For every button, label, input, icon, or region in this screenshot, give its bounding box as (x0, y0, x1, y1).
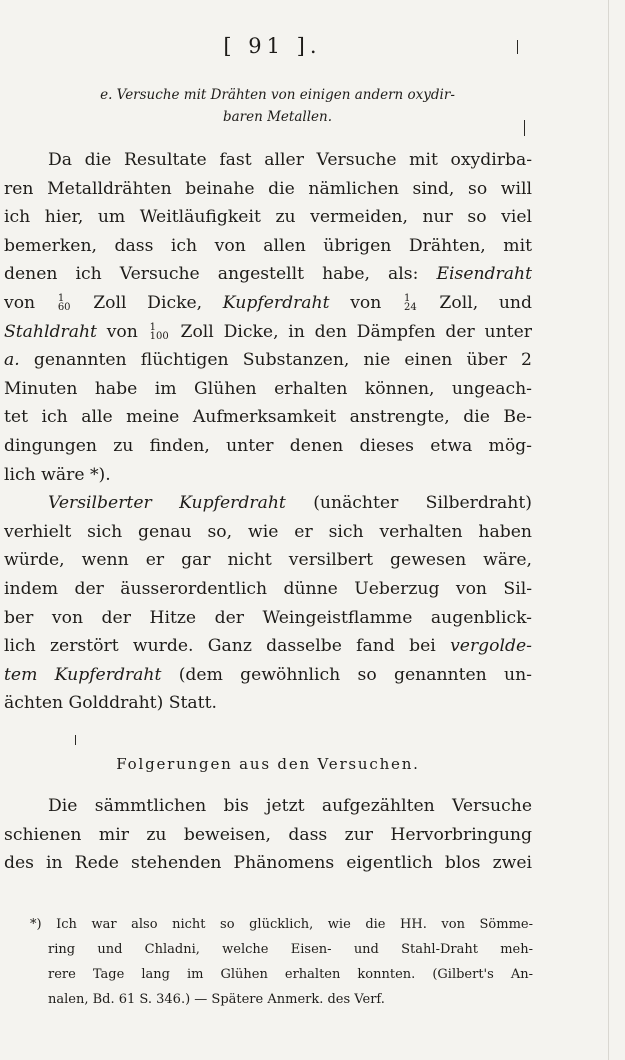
text-line: Die sämmtlichen bis jetzt aufgezählten Versuche (48, 796, 532, 816)
text-line: ich hier, um Weitläufigkeit zu vermeiden, nur so viel (4, 207, 532, 228)
text-line (4, 260, 532, 289)
text-line: bemerken, dass ich von allen übrigen Drähten, mit (4, 235, 532, 256)
text-line: ren Metalldrähten beinahe die nämlichen sind, so will (4, 178, 532, 199)
scan-mark (517, 40, 518, 54)
text-fragment: von (350, 292, 382, 313)
text-line: schienen mir zu beweisen, dass zur Hervorbringung (4, 824, 532, 845)
fraction-2 (404, 294, 417, 312)
text-fragment: denen ich Versuche angestellt habe, als: (4, 264, 419, 285)
footnote (30, 912, 533, 1012)
text-line (4, 489, 532, 518)
paragraph-3 (4, 792, 532, 878)
text-line: lich wäre *). (4, 464, 111, 485)
subheading: Folgerungen aus den Versuchen. (116, 755, 420, 773)
text-line (4, 346, 532, 375)
footnote-line: ring und Chladni, welche Eisen- und Stahl-Draht meh- (48, 942, 533, 957)
section-heading (30, 84, 525, 128)
section-heading-line2: baren Metallen. (222, 109, 332, 125)
text-line: indem der äusserordentlich dünne Ueberzug von Sil- (4, 578, 532, 599)
text-line: ber von der Hitze der Weingeistflamme augenblick- (4, 607, 532, 628)
text-fragment: genannten flüchtigen Substanzen, nie einen über 2 (33, 350, 532, 371)
emphasis-kupferdraht: Kupferdraht (222, 292, 330, 313)
text-fragment: von (4, 292, 36, 313)
text-line (4, 289, 532, 318)
fraction-1 (58, 294, 71, 312)
text-fragment: von (106, 321, 138, 342)
text-fragment: lich zerstört wurde. Ganz dasselbe fand bei (4, 636, 436, 657)
text-fragment: Zoll Dicke, in den Dämpfen der unter (180, 321, 532, 342)
text-line: ächten Golddraht) Statt. (4, 693, 217, 714)
emphasis-stahldraht: Stahldraht (4, 321, 97, 342)
fraction-numerator: 1 (404, 293, 411, 305)
fraction-numerator: 1 (57, 293, 65, 305)
footnote-line: *) Ich war also nicht so glücklich, wie die HH. von Sömme- (30, 917, 533, 932)
emphasis-a: a. (4, 350, 20, 371)
text-line: würde, wenn er gar nicht versilbert gewesen wäre, (4, 550, 532, 571)
text-fragment: Zoll Dicke, (93, 292, 203, 313)
fraction-denominator: 100 (149, 331, 169, 343)
text-line (4, 661, 532, 690)
text-line: tet ich alle meine Aufmerksamkeit anstrengte, die Be- (4, 407, 532, 428)
text-line: Da die Resultate fast aller Versuche mit oxydirba- (48, 150, 532, 170)
scan-mark (524, 120, 525, 136)
page-number: [ 91 ]. (223, 34, 322, 58)
text-line (4, 632, 532, 661)
emphasis-kupferdraht-2: tem Kupferdraht (4, 664, 162, 685)
text-line: verhielt sich genau so, wie er sich verhalten haben (4, 521, 532, 542)
text-line: des in Rede stehenden Phänomens eigentlich blos zwei (4, 853, 532, 874)
scan-edge (608, 0, 609, 1060)
fraction-3 (150, 323, 169, 341)
scan-mark (75, 735, 76, 745)
fraction-denominator: 60 (57, 302, 71, 314)
footnote-line: nalen, Bd. 61 S. 346.) — Spätere Anmerk. des Verf. (48, 992, 385, 1007)
emphasis-eisendraht: Eisendraht (436, 264, 532, 285)
section-heading-line1: e. Versuche mit Drähten von einigen andern oxydir- (100, 87, 455, 103)
emphasis-vergoldetem: vergolde- (450, 636, 532, 657)
footnote-line: rere Tage lang im Glühen erhalten konnten. (Gilbert's An- (48, 967, 533, 982)
text-line: Minuten habe im Glühen erhalten können, ungeach- (4, 378, 532, 399)
subheading-block (4, 750, 532, 779)
text-fragment: (dem gewöhnlich so genannten un- (178, 664, 532, 685)
emphasis-versilberter: Versilberter Kupferdraht (48, 493, 286, 514)
fraction-numerator: 1 (149, 322, 157, 334)
text-line (4, 318, 532, 347)
paragraph-1 (4, 146, 532, 718)
text-fragment: (unächter Silberdraht) (313, 493, 532, 514)
text-line: dingungen zu finden, unter denen dieses etwa mög- (4, 435, 532, 456)
fraction-denominator: 24 (404, 302, 417, 314)
text-fragment: Zoll, und (439, 292, 532, 313)
